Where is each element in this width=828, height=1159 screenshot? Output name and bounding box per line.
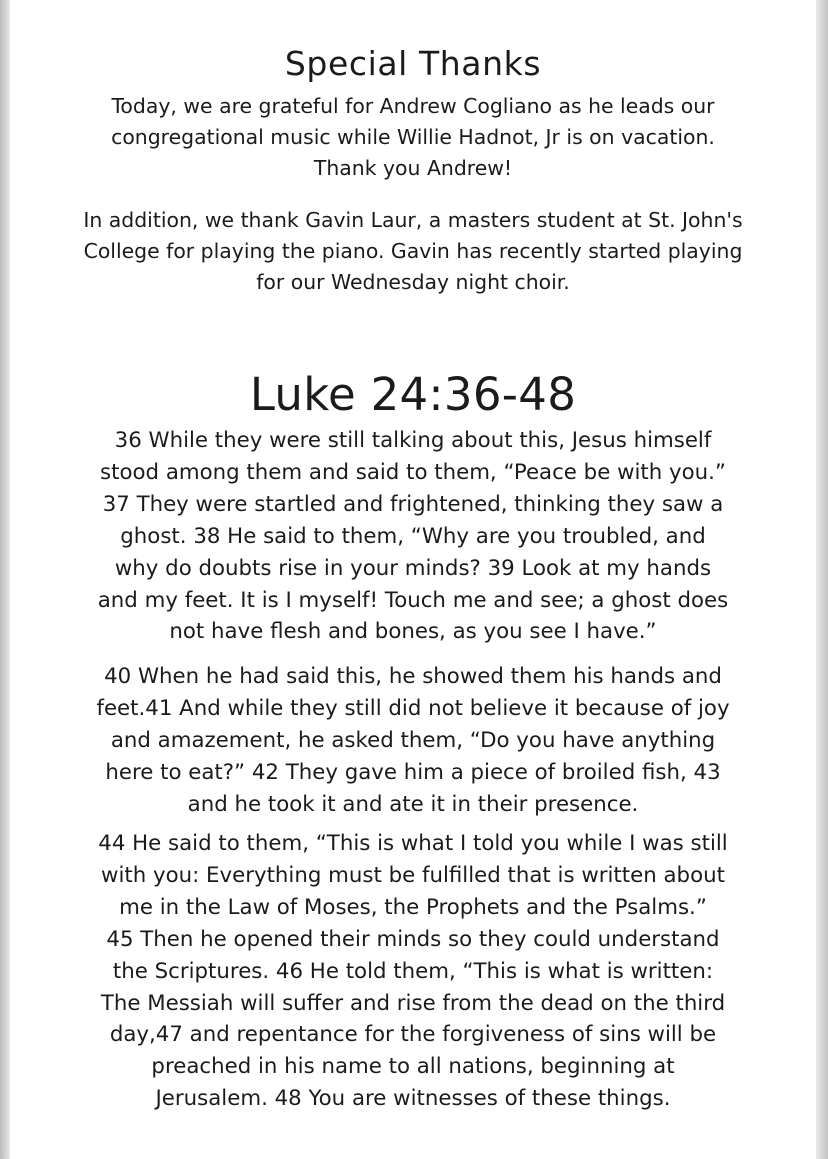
page-edge-left: [0, 0, 10, 1159]
verse-line: not have flesh and bones, as you see I have.”: [169, 619, 657, 645]
text-line: Today, we are grateful for Andrew Cogliano as he leads our: [111, 94, 715, 118]
verse-line: Jerusalem. 48 You are witnesses of these things.: [155, 1086, 671, 1112]
verse-line: ghost. 38 He said to them, “Why are you troubled, and: [120, 523, 706, 549]
bulletin-page: [10, 0, 816, 1159]
verse-line: 45 Then he opened their minds so they could understand: [106, 926, 720, 952]
verse-line: and amazement, he asked them, “Do you have anything: [110, 727, 716, 753]
text-line: In addition, we thank Gavin Laur, a masters student at St. John's: [83, 208, 743, 232]
verse-line: day,47 and repentance for the forgiveness of sins will be: [109, 1022, 717, 1048]
verse-line: with you: Everything must be fulfilled that is written about: [101, 862, 725, 888]
verse-line: here to eat?” 42 They gave him a piece of broiled fish, 43: [105, 759, 721, 785]
verse-line: 36 While they were still talking about this, Jesus himself: [114, 428, 712, 453]
thanks-paragraph-1: [10, 91, 816, 184]
verse-line: and my feet. It is I myself! Touch me and see; a ghost does: [97, 587, 729, 613]
text-line: for our Wednesday night choir.: [256, 270, 570, 294]
text-line: congregational music while Willie Hadnot, Jr is on vacation.: [111, 125, 715, 149]
thanks-paragraph-2: [10, 205, 816, 298]
verse-line: 44 He said to them, “This is what I told you while I was still: [98, 831, 728, 856]
verse-line: and he took it and ate it in their presence.: [187, 791, 639, 817]
text-line: Thank you Andrew!: [313, 156, 513, 180]
scripture-paragraph-2: [10, 661, 816, 821]
text-line: College for playing the piano. Gavin has recently started playing: [83, 239, 743, 263]
scripture-paragraph-3: [10, 828, 816, 1115]
page-edge-right: [816, 0, 828, 1159]
verse-line: preached in his name to all nations, beginning at: [151, 1054, 675, 1080]
verse-line: stood among them and said to them, “Peace be with you.”: [100, 459, 726, 485]
verse-line: 37 They were startled and frightened, thinking they saw a: [102, 491, 724, 517]
verse-line: me in the Law of Moses, the Prophets and the Psalms.”: [119, 894, 707, 920]
verse-line: The Messiah will suffer and rise from the dead on the third: [100, 990, 726, 1016]
verse-line: why do doubts rise in your minds? 39 Look at my hands: [114, 555, 712, 581]
special-thanks-heading: Special Thanks: [284, 44, 542, 83]
scripture-paragraph-1: [10, 425, 816, 648]
scripture-heading: Luke 24:36-48: [249, 368, 577, 421]
verse-line: feet.41 And while they still did not believe it because of joy: [96, 695, 730, 721]
verse-line: 40 When he had said this, he showed them his hands and: [104, 664, 722, 689]
verse-line: the Scriptures. 46 He told them, “This is what is written:: [112, 958, 714, 984]
